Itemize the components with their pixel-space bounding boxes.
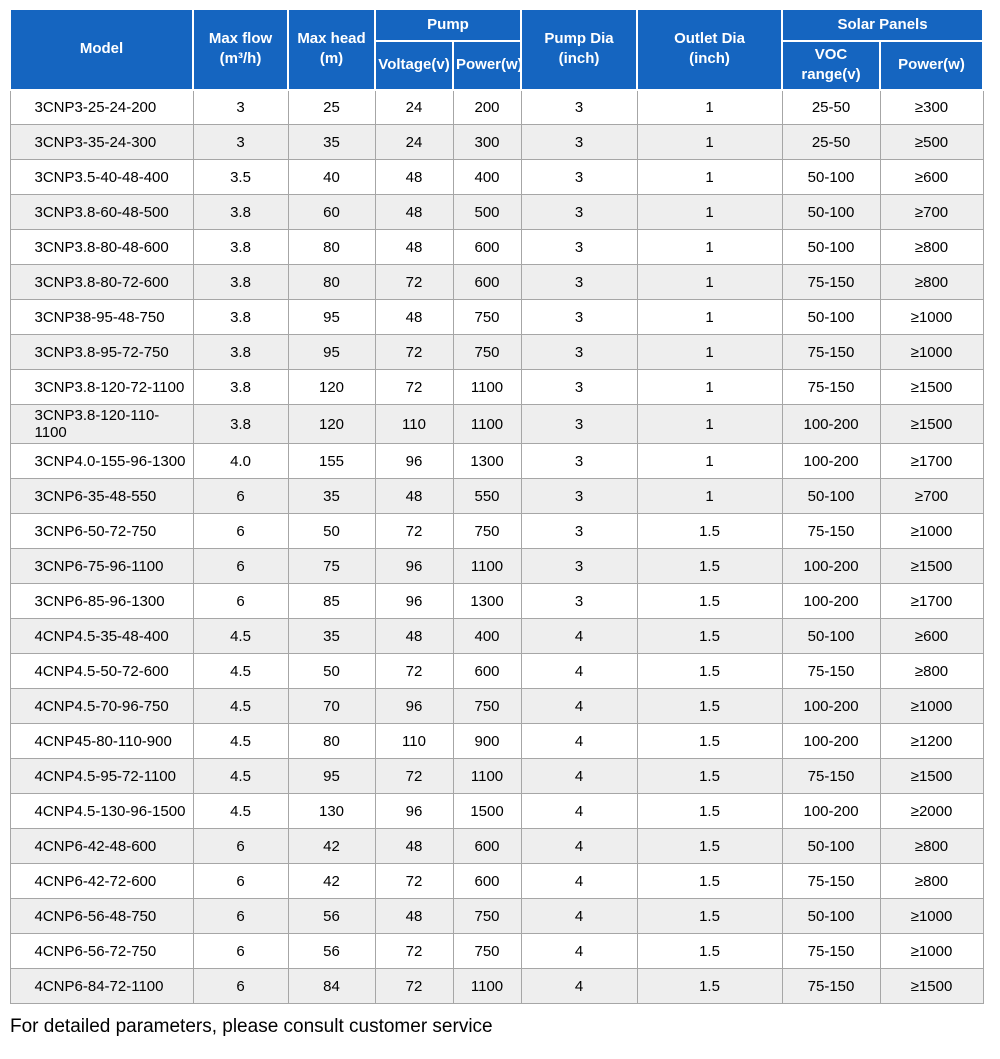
col-header-pump-power	[453, 41, 521, 90]
table-cell: ≥1000	[880, 689, 983, 724]
table-cell: ≥500	[880, 125, 983, 160]
table-cell: 4	[521, 899, 637, 934]
table-cell: 6	[193, 514, 288, 549]
col-group-pump-label: Pump	[427, 15, 469, 33]
cell-model: 3CNP38-95-48-750	[10, 300, 193, 335]
table-cell: 3	[521, 405, 637, 444]
col-header-outlet-dia-unit: (inch)	[689, 50, 730, 68]
table-cell: 750	[453, 335, 521, 370]
table-row	[10, 724, 983, 759]
table-cell: 56	[288, 934, 375, 969]
table-cell: 400	[453, 619, 521, 654]
table-cell: 75-150	[782, 969, 880, 1004]
table-cell: 4.5	[193, 759, 288, 794]
table-cell: 3	[521, 335, 637, 370]
table-cell: 6	[193, 584, 288, 619]
table-row	[10, 265, 983, 300]
table-cell: 48	[375, 829, 453, 864]
table-cell: 6	[193, 934, 288, 969]
table-header	[10, 9, 983, 90]
table-cell: 96	[375, 549, 453, 584]
table-cell: ≥1500	[880, 370, 983, 405]
table-row	[10, 969, 983, 1004]
table-cell: ≥1500	[880, 549, 983, 584]
table-cell: 72	[375, 934, 453, 969]
table-cell: 72	[375, 514, 453, 549]
table-row	[10, 370, 983, 405]
table-row	[10, 864, 983, 899]
table-cell: 72	[375, 759, 453, 794]
table-cell: 3.8	[193, 405, 288, 444]
table-cell: 100-200	[782, 794, 880, 829]
table-cell: 35	[288, 619, 375, 654]
table-cell: 4.5	[193, 654, 288, 689]
table-cell: 75-150	[782, 934, 880, 969]
table-cell: ≥600	[880, 160, 983, 195]
table-cell: 400	[453, 160, 521, 195]
table-cell: 4	[521, 864, 637, 899]
cell-model: 4CNP6-42-72-600	[10, 864, 193, 899]
col-header-voltage	[375, 41, 453, 90]
table-cell: ≥1500	[880, 405, 983, 444]
table-cell: 1	[637, 160, 782, 195]
col-header-pump-dia-unit: (inch)	[558, 50, 600, 68]
table-cell: 96	[375, 689, 453, 724]
table-cell: 1300	[453, 444, 521, 479]
cell-model: 4CNP4.5-95-72-1100	[10, 759, 193, 794]
table-cell: 96	[375, 444, 453, 479]
table-cell: 4.5	[193, 794, 288, 829]
table-cell: 1.5	[637, 969, 782, 1004]
table-row	[10, 300, 983, 335]
table-cell: 110	[375, 405, 453, 444]
table-cell: 3	[521, 479, 637, 514]
table-cell: ≥2000	[880, 794, 983, 829]
table-cell: 4.5	[193, 724, 288, 759]
table-cell: 80	[288, 724, 375, 759]
col-group-solar-panels-label: Solar Panels	[837, 15, 928, 33]
table-cell: 1.5	[637, 899, 782, 934]
table-cell: 3	[521, 125, 637, 160]
table-cell: 4	[521, 689, 637, 724]
table-row	[10, 125, 983, 160]
table-cell: 3.8	[193, 265, 288, 300]
table-cell: 48	[375, 195, 453, 230]
table-row	[10, 160, 983, 195]
table-cell: 4	[521, 794, 637, 829]
table-cell: 75-150	[782, 759, 880, 794]
col-header-max-flow-unit: (m³/h)	[219, 50, 262, 68]
table-cell: 4	[521, 724, 637, 759]
table-cell: 600	[453, 864, 521, 899]
table-cell: ≥1700	[880, 584, 983, 619]
table-cell: 25	[288, 90, 375, 125]
table-cell: 550	[453, 479, 521, 514]
table-cell: 4	[521, 969, 637, 1004]
col-header-max-flow	[193, 9, 288, 90]
table-cell: 75-150	[782, 864, 880, 899]
table-cell: 3.5	[193, 160, 288, 195]
cell-model: 3CNP6-75-96-1100	[10, 549, 193, 584]
table-cell: 6	[193, 864, 288, 899]
table-cell: 6	[193, 969, 288, 1004]
col-header-solar-power	[880, 41, 983, 90]
table-cell: 42	[288, 829, 375, 864]
table-cell: 48	[375, 479, 453, 514]
table-cell: 100-200	[782, 724, 880, 759]
table-cell: 96	[375, 794, 453, 829]
table-cell: 50-100	[782, 619, 880, 654]
table-cell: 75-150	[782, 514, 880, 549]
table-cell: 3	[521, 514, 637, 549]
table-cell: ≥1000	[880, 934, 983, 969]
table-cell: 80	[288, 265, 375, 300]
table-cell: 40	[288, 160, 375, 195]
table-cell: 1.5	[637, 689, 782, 724]
col-header-voc-range	[782, 41, 880, 90]
col-header-outlet-dia-label: Outlet Dia	[674, 30, 745, 47]
table-cell: 50-100	[782, 899, 880, 934]
table-cell: ≥1000	[880, 899, 983, 934]
table-cell: 35	[288, 479, 375, 514]
footer-note: For detailed parameters, please consult customer service	[10, 1016, 493, 1037]
table-cell: ≥1000	[880, 335, 983, 370]
table-cell: 900	[453, 724, 521, 759]
table-cell: 1	[637, 90, 782, 125]
table-cell: 1.5	[637, 829, 782, 864]
table-row	[10, 405, 983, 444]
table-cell: 500	[453, 195, 521, 230]
table-cell: 3	[521, 90, 637, 125]
table-cell: 1	[637, 230, 782, 265]
col-header-model	[10, 9, 193, 90]
table-cell: 130	[288, 794, 375, 829]
cell-model: 4CNP6-56-72-750	[10, 934, 193, 969]
table-cell: ≥800	[880, 230, 983, 265]
table-cell: 50-100	[782, 230, 880, 265]
table-cell: 1	[637, 444, 782, 479]
table-cell: 42	[288, 864, 375, 899]
table-cell: 3	[521, 265, 637, 300]
table-cell: 1.5	[637, 654, 782, 689]
table-cell: 80	[288, 230, 375, 265]
table-cell: 600	[453, 829, 521, 864]
table-row	[10, 514, 983, 549]
cell-model: 3CNP3.8-120-72-1100	[10, 370, 193, 405]
table-cell: ≥1200	[880, 724, 983, 759]
col-header-model-label: Model	[79, 40, 124, 58]
cell-model: 3CNP3.8-60-48-500	[10, 195, 193, 230]
cell-model: 3CNP6-50-72-750	[10, 514, 193, 549]
cell-model: 3CNP6-85-96-1300	[10, 584, 193, 619]
table-cell: 3	[521, 230, 637, 265]
col-header-solar-power-label: Power(w)	[898, 56, 965, 74]
col-header-max-head-unit: (m)	[319, 50, 344, 68]
table-cell: 50-100	[782, 479, 880, 514]
table-row	[10, 654, 983, 689]
table-cell: 3	[521, 195, 637, 230]
table-cell: 50-100	[782, 195, 880, 230]
table-cell: 4	[521, 619, 637, 654]
table-cell: 3	[193, 90, 288, 125]
table-cell: 72	[375, 969, 453, 1004]
table-cell: 1100	[453, 370, 521, 405]
table-cell: 1.5	[637, 759, 782, 794]
table-row	[10, 899, 983, 934]
table-cell: 600	[453, 230, 521, 265]
cell-model: 3CNP3.8-120-110-1100	[10, 405, 193, 444]
table-cell: 1.5	[637, 864, 782, 899]
table-cell: 750	[453, 300, 521, 335]
table-cell: 48	[375, 619, 453, 654]
table-row	[10, 794, 983, 829]
table-cell: 60	[288, 195, 375, 230]
table-cell: 3.8	[193, 195, 288, 230]
table-cell: ≥800	[880, 864, 983, 899]
col-header-max-flow-label: Max flow	[208, 30, 273, 47]
table-cell: 3	[521, 300, 637, 335]
table-cell: ≥1500	[880, 969, 983, 1004]
table-cell: 1	[637, 300, 782, 335]
table-cell: 3	[521, 584, 637, 619]
table-cell: ≥800	[880, 654, 983, 689]
table-cell: ≥300	[880, 90, 983, 125]
table-cell: 48	[375, 899, 453, 934]
cell-model: 4CNP6-56-48-750	[10, 899, 193, 934]
table-cell: ≥700	[880, 479, 983, 514]
table-cell: 25-50	[782, 90, 880, 125]
table-cell: 48	[375, 300, 453, 335]
col-group-pump	[375, 9, 521, 41]
col-header-voltage-label: Voltage(v)	[378, 56, 450, 74]
table-cell: 3.8	[193, 300, 288, 335]
table-cell: 24	[375, 90, 453, 125]
table-cell: 75	[288, 549, 375, 584]
table-cell: 6	[193, 899, 288, 934]
table-cell: ≥1500	[880, 759, 983, 794]
table-cell: 600	[453, 265, 521, 300]
table-cell: 85	[288, 584, 375, 619]
table-cell: 750	[453, 514, 521, 549]
table-row	[10, 549, 983, 584]
table-cell: 75-150	[782, 265, 880, 300]
table-cell: 4	[521, 934, 637, 969]
table-cell: 100-200	[782, 689, 880, 724]
table-cell: 100-200	[782, 549, 880, 584]
col-header-max-head	[288, 9, 375, 90]
table-cell: 110	[375, 724, 453, 759]
table-cell: 1.5	[637, 724, 782, 759]
table-cell: 4.5	[193, 689, 288, 724]
table-cell: 50	[288, 514, 375, 549]
table-cell: 50-100	[782, 829, 880, 864]
table-cell: 1	[637, 265, 782, 300]
table-cell: 50	[288, 654, 375, 689]
table-row	[10, 759, 983, 794]
table-cell: 96	[375, 584, 453, 619]
cell-model: 4CNP6-84-72-1100	[10, 969, 193, 1004]
table-cell: 200	[453, 90, 521, 125]
table-cell: 95	[288, 759, 375, 794]
table-row	[10, 335, 983, 370]
table-row	[10, 689, 983, 724]
table-cell: 75-150	[782, 654, 880, 689]
col-header-pump-dia-label: Pump Dia	[544, 30, 614, 47]
cell-model: 3CNP3-25-24-200	[10, 90, 193, 125]
cell-model: 3CNP3.8-95-72-750	[10, 335, 193, 370]
table-row	[10, 619, 983, 654]
cell-model: 3CNP3.5-40-48-400	[10, 160, 193, 195]
table-cell: 1.5	[637, 549, 782, 584]
col-header-pump-dia	[521, 9, 637, 90]
table-row	[10, 829, 983, 864]
table-cell: 3	[521, 370, 637, 405]
cell-model: 3CNP6-35-48-550	[10, 479, 193, 514]
table-cell: 3	[521, 444, 637, 479]
table-cell: ≥800	[880, 265, 983, 300]
table-row	[10, 90, 983, 125]
table-cell: 56	[288, 899, 375, 934]
table-cell: 3.8	[193, 335, 288, 370]
table-cell: ≥800	[880, 829, 983, 864]
table-cell: 100-200	[782, 584, 880, 619]
cell-model: 4CNP45-80-110-900	[10, 724, 193, 759]
table-cell: 600	[453, 654, 521, 689]
table-body	[10, 90, 983, 1004]
table-cell: 50-100	[782, 160, 880, 195]
table-cell: 1100	[453, 759, 521, 794]
table-cell: 750	[453, 689, 521, 724]
table-cell: 3.8	[193, 230, 288, 265]
table-cell: 1300	[453, 584, 521, 619]
col-header-pump-power-label: Power(w)	[456, 56, 523, 74]
table-cell: 75-150	[782, 335, 880, 370]
table-cell: 1.5	[637, 794, 782, 829]
table-cell: 1	[637, 125, 782, 160]
table-cell: 750	[453, 899, 521, 934]
cell-model: 4CNP6-42-48-600	[10, 829, 193, 864]
table-cell: ≥1700	[880, 444, 983, 479]
table-cell: 750	[453, 934, 521, 969]
cell-model: 4CNP4.5-35-48-400	[10, 619, 193, 654]
table-cell: 72	[375, 335, 453, 370]
table-cell: 1	[637, 370, 782, 405]
table-cell: 100-200	[782, 405, 880, 444]
table-cell: 1.5	[637, 619, 782, 654]
col-header-max-head-label: Max head	[297, 30, 366, 47]
table-cell: 70	[288, 689, 375, 724]
table-cell: 84	[288, 969, 375, 1004]
table-cell: 3	[521, 549, 637, 584]
table-cell: 1.5	[637, 514, 782, 549]
table-row	[10, 584, 983, 619]
table-cell: 72	[375, 370, 453, 405]
table-cell: 300	[453, 125, 521, 160]
table-cell: 1500	[453, 794, 521, 829]
table-row	[10, 934, 983, 969]
table-row	[10, 195, 983, 230]
table-cell: 1	[637, 195, 782, 230]
table-cell: 1	[637, 405, 782, 444]
col-header-voc-range-label: VOC range(v)	[801, 46, 861, 84]
table-cell: 72	[375, 265, 453, 300]
table-cell: ≥700	[880, 195, 983, 230]
col-header-outlet-dia	[637, 9, 782, 90]
table-cell: 1.5	[637, 584, 782, 619]
cell-model: 3CNP3-35-24-300	[10, 125, 193, 160]
cell-model: 4CNP4.5-130-96-1500	[10, 794, 193, 829]
table-cell: ≥1000	[880, 514, 983, 549]
table-cell: 155	[288, 444, 375, 479]
table-row	[10, 230, 983, 265]
cell-model: 4CNP4.5-70-96-750	[10, 689, 193, 724]
cell-model: 3CNP3.8-80-48-600	[10, 230, 193, 265]
pump-spec-table	[9, 8, 984, 1004]
table-cell: ≥600	[880, 619, 983, 654]
table-cell: 72	[375, 654, 453, 689]
table-cell: 3	[521, 160, 637, 195]
table-cell: 4.5	[193, 619, 288, 654]
table-cell: 100-200	[782, 444, 880, 479]
table-cell: 25-50	[782, 125, 880, 160]
table-row	[10, 479, 983, 514]
table-cell: 72	[375, 864, 453, 899]
table-cell: 4	[521, 829, 637, 864]
table-cell: 95	[288, 335, 375, 370]
table-cell: 120	[288, 370, 375, 405]
table-cell: 35	[288, 125, 375, 160]
table-cell: 6	[193, 829, 288, 864]
table-cell: 120	[288, 405, 375, 444]
table-cell: 6	[193, 549, 288, 584]
table-cell: 1100	[453, 405, 521, 444]
table-cell: 50-100	[782, 300, 880, 335]
table-cell: 24	[375, 125, 453, 160]
table-cell: 1.5	[637, 934, 782, 969]
table-cell: 1100	[453, 969, 521, 1004]
table-cell: 3	[193, 125, 288, 160]
table-cell: 1100	[453, 549, 521, 584]
table-cell: 75-150	[782, 370, 880, 405]
cell-model: 3CNP4.0-155-96-1300	[10, 444, 193, 479]
table-cell: 48	[375, 230, 453, 265]
cell-model: 4CNP4.5-50-72-600	[10, 654, 193, 689]
table-cell: 48	[375, 160, 453, 195]
table-cell: 6	[193, 479, 288, 514]
table-row	[10, 444, 983, 479]
table-cell: 95	[288, 300, 375, 335]
table-cell: 4	[521, 759, 637, 794]
table-cell: 4	[521, 654, 637, 689]
table-cell: 1	[637, 335, 782, 370]
table-cell: 3.8	[193, 370, 288, 405]
table-cell: 4.0	[193, 444, 288, 479]
cell-model: 3CNP3.8-80-72-600	[10, 265, 193, 300]
table-cell: 1	[637, 479, 782, 514]
table-cell: ≥1000	[880, 300, 983, 335]
col-group-solar-panels	[782, 9, 983, 41]
